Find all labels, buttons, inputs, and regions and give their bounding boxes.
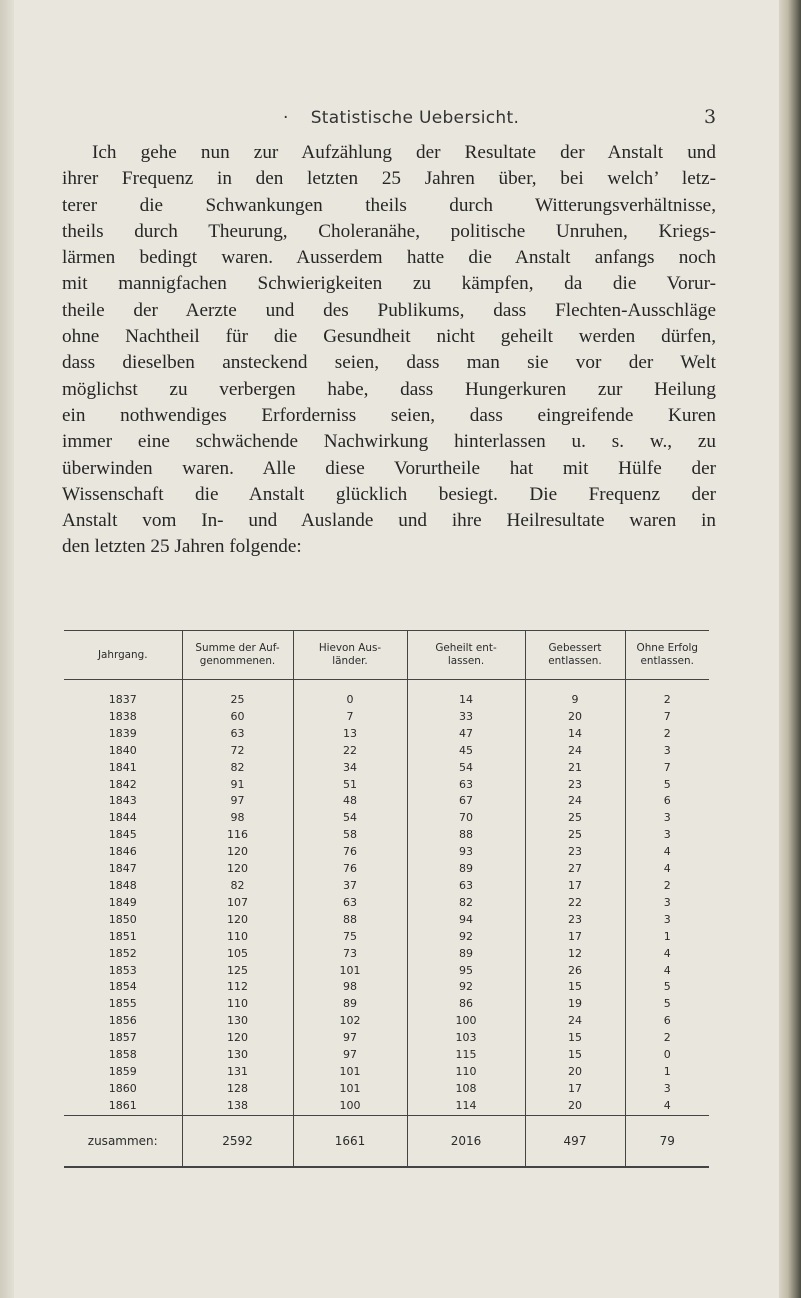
table-cell: 63 (407, 878, 525, 895)
table-cell: 37 (293, 878, 407, 895)
statistics-table (64, 630, 709, 1168)
table-row (64, 810, 709, 827)
table-cell: 115 (407, 1047, 525, 1064)
table-cell: 22 (525, 895, 625, 912)
text-line: Wissenschaft die Anstalt glücklich besiegt. Die Frequenz der (62, 483, 716, 505)
total-cell: 1661 (293, 1115, 407, 1167)
text-line: überwinden waren. Alle diese Vorurtheile hat mit Hülfe der (62, 457, 716, 479)
table-cell: 1 (625, 929, 709, 946)
table-cell: 2 (625, 1030, 709, 1047)
table-cell: 130 (182, 1013, 293, 1030)
table-cell: 95 (407, 963, 525, 980)
table-cell: 100 (293, 1098, 407, 1115)
table-cell: 110 (182, 929, 293, 946)
table-cell: 98 (182, 810, 293, 827)
table-row (64, 726, 709, 743)
table-cell: 86 (407, 996, 525, 1013)
table-cell: 4 (625, 963, 709, 980)
table-row (64, 827, 709, 844)
table-cell: 128 (182, 1081, 293, 1098)
table-row (64, 861, 709, 878)
table-cell: 100 (407, 1013, 525, 1030)
table-cell: 76 (293, 861, 407, 878)
table-cell: 98 (293, 979, 407, 996)
table-cell: 58 (293, 827, 407, 844)
table-cell: 47 (407, 726, 525, 743)
table-cell: 1858 (108, 1048, 137, 1062)
table-cell: 110 (182, 996, 293, 1013)
table-cell: 72 (182, 743, 293, 760)
table-cell: 1842 (108, 777, 137, 791)
table-cell: 89 (407, 861, 525, 878)
table-cell: 82 (182, 760, 293, 777)
table-row (64, 844, 709, 861)
table-cell: 17 (525, 1081, 625, 1098)
table-cell: 108 (407, 1081, 525, 1098)
text-line: mit mannigfachen Schwierigkeiten zu kämpfen, da die Vorur- (62, 273, 716, 295)
text-line: Ich gehe nun zur Aufzählung der Resultate der Anstalt und (92, 142, 716, 163)
table-row (64, 895, 709, 912)
table-cell: 89 (293, 996, 407, 1013)
text-line: theile der Aerzte und des Publikums, dass Flechten-Ausschläge (62, 299, 716, 321)
table-cell: 114 (407, 1098, 525, 1115)
table-cell: 17 (525, 878, 625, 895)
table-cell: 20 (525, 1098, 625, 1115)
table-row (64, 1013, 709, 1030)
text-line: theils durch Theurung, Choleranähe, politische Unruhen, Kriegs- (62, 220, 716, 242)
table-cell: 48 (293, 793, 407, 810)
table-cell: 33 (407, 709, 525, 726)
table-cell: 1857 (108, 1031, 137, 1045)
table-cell: 24 (525, 1013, 625, 1030)
table-cell: 63 (293, 895, 407, 912)
table-row (64, 793, 709, 810)
table-cell: 97 (182, 793, 293, 810)
table-cell: 1848 (108, 878, 137, 892)
table-cell: 2 (625, 726, 709, 743)
table-cell: 20 (525, 709, 625, 726)
table-cell: 101 (293, 963, 407, 980)
table-row (64, 1064, 709, 1081)
table-row (64, 1047, 709, 1064)
text-line: dass dieselben ansteckend seien, dass man sie vor der Welt (62, 352, 716, 374)
table-row (64, 709, 709, 726)
table-cell: 130 (182, 1047, 293, 1064)
text-line: ohne Nachtheil für die Gesundheit nicht geheilt werden dürfen, (62, 326, 716, 348)
table-row (64, 1098, 709, 1115)
table-row (64, 680, 709, 709)
table-cell: 1846 (108, 845, 137, 859)
book-spine (779, 0, 801, 1298)
table-cell: 101 (293, 1081, 407, 1098)
table-cell: 1852 (108, 946, 137, 960)
table-row (64, 996, 709, 1013)
table-cell: 14 (407, 680, 525, 709)
table-cell: 0 (625, 1047, 709, 1064)
table-cell: 1837 (108, 693, 137, 706)
table-cell: 3 (625, 827, 709, 844)
table-cell: 131 (182, 1064, 293, 1081)
table-cell: 101 (293, 1064, 407, 1081)
table-cell: 1853 (108, 963, 137, 977)
table-cell: 15 (525, 979, 625, 996)
running-title-text: Statistische Uebersicht. (310, 108, 520, 128)
table-cell: 60 (182, 709, 293, 726)
table-cell: 4 (625, 1098, 709, 1115)
table-cell: 1 (625, 1064, 709, 1081)
table-cell: 26 (525, 963, 625, 980)
table-cell: 1844 (108, 811, 137, 825)
table-row (64, 963, 709, 980)
table-cell: 70 (407, 810, 525, 827)
table-cell: 9 (525, 680, 625, 709)
table-cell: 97 (293, 1030, 407, 1047)
header-year: Jahrgang. (64, 631, 182, 680)
table-cell: 116 (182, 827, 293, 844)
table-cell: 15 (525, 1047, 625, 1064)
table-cell: 120 (182, 1030, 293, 1047)
table-cell: 2 (625, 680, 709, 709)
bullet-mark: · (283, 108, 289, 128)
table-cell: 73 (293, 946, 407, 963)
table-cell: 6 (625, 793, 709, 810)
table-cell: 25 (182, 680, 293, 709)
text-line: den letzten 25 Jahren folgende: (62, 536, 302, 558)
body-paragraph (62, 140, 716, 561)
table-cell: 94 (407, 912, 525, 929)
table-cell: 120 (182, 912, 293, 929)
table-row (64, 760, 709, 777)
table-cell: 1851 (108, 929, 137, 943)
table-cell: 45 (407, 743, 525, 760)
table-cell: 23 (525, 844, 625, 861)
table-cell: 7 (293, 709, 407, 726)
table-cell: 4 (625, 946, 709, 963)
header-cured: Geheilt ent- lassen. (407, 631, 525, 680)
table-row (64, 1030, 709, 1047)
page-number: 3 (704, 106, 717, 128)
table-row (64, 912, 709, 929)
table-cell: 3 (625, 912, 709, 929)
table-cell: 112 (182, 979, 293, 996)
table-body (64, 680, 709, 1167)
table-header-row (64, 631, 709, 680)
table-cell: 7 (625, 760, 709, 777)
table-cell: 51 (293, 777, 407, 794)
table-cell: 1841 (108, 760, 137, 774)
total-label: zusammen: (64, 1115, 182, 1167)
table-cell: 107 (182, 895, 293, 912)
table-cell: 12 (525, 946, 625, 963)
table-cell: 1854 (108, 980, 137, 994)
table-cell: 1839 (108, 726, 137, 740)
table-cell: 24 (525, 743, 625, 760)
table-cell: 1838 (108, 709, 137, 723)
total-cell: 497 (525, 1115, 625, 1167)
table-cell: 110 (407, 1064, 525, 1081)
table-cell: 5 (625, 979, 709, 996)
table-row (64, 743, 709, 760)
table-cell: 0 (293, 680, 407, 709)
table-cell: 88 (293, 912, 407, 929)
table-cell: 120 (182, 861, 293, 878)
table-cell: 103 (407, 1030, 525, 1047)
table-cell: 13 (293, 726, 407, 743)
table-cell: 27 (525, 861, 625, 878)
table-cell: 1859 (108, 1064, 137, 1078)
table-cell: 2 (625, 878, 709, 895)
table-cell: 91 (182, 777, 293, 794)
table-cell: 120 (182, 844, 293, 861)
text-line: immer eine schwächende Nachwirkung hinterlassen u. s. w., zu (62, 431, 716, 453)
text-line: Anstalt vom In- und Auslande und ihre Heilresultate waren in (62, 510, 716, 532)
table-cell: 6 (625, 1013, 709, 1030)
table-cell: 76 (293, 844, 407, 861)
table-cell: 19 (525, 996, 625, 1013)
table-row (64, 946, 709, 963)
table-cell: 1840 (108, 743, 137, 757)
table-cell: 3 (625, 895, 709, 912)
table-cell: 1849 (108, 895, 137, 909)
table-cell: 93 (407, 844, 525, 861)
header-no-success: Ohne Erfolg entlassen. (625, 631, 709, 680)
table-cell: 88 (407, 827, 525, 844)
table-cell: 21 (525, 760, 625, 777)
table-cell: 92 (407, 979, 525, 996)
table-cell: 23 (525, 912, 625, 929)
table-cell: 5 (625, 777, 709, 794)
table-cell: 1861 (108, 1098, 137, 1112)
text-line: möglichst zu verbergen habe, dass Hungerkuren zur Heilung (62, 378, 716, 400)
running-title (283, 108, 519, 128)
table-cell: 23 (525, 777, 625, 794)
table-cell: 54 (293, 810, 407, 827)
table-cell: 14 (525, 726, 625, 743)
table-cell: 1850 (108, 912, 137, 926)
table-row (64, 929, 709, 946)
table-cell: 82 (407, 895, 525, 912)
table-total-row (64, 1115, 709, 1167)
table-cell: 1860 (108, 1081, 137, 1095)
table-cell: 1845 (108, 828, 137, 842)
header-foreigners: Hievon Aus- länder. (293, 631, 407, 680)
table-cell: 54 (407, 760, 525, 777)
text-line: ein nothwendiges Erforderniss seien, dass eingreifende Kuren (62, 404, 716, 426)
table-cell: 20 (525, 1064, 625, 1081)
table-cell: 5 (625, 996, 709, 1013)
table-cell: 102 (293, 1013, 407, 1030)
table-cell: 138 (182, 1098, 293, 1115)
table-cell: 4 (625, 861, 709, 878)
table-cell: 15 (525, 1030, 625, 1047)
table-cell: 3 (625, 810, 709, 827)
table-cell: 7 (625, 709, 709, 726)
table-cell: 3 (625, 743, 709, 760)
table-cell: 63 (182, 726, 293, 743)
table-cell: 67 (407, 793, 525, 810)
table-cell: 4 (625, 844, 709, 861)
header-admitted: Summe der Auf- genommenen. (182, 631, 293, 680)
table-cell: 1855 (108, 997, 137, 1011)
table-cell: 1856 (108, 1014, 137, 1028)
page-left-edge (0, 0, 14, 1298)
table-cell: 25 (525, 827, 625, 844)
table-cell: 24 (525, 793, 625, 810)
table-cell: 17 (525, 929, 625, 946)
table-cell: 105 (182, 946, 293, 963)
table-cell: 89 (407, 946, 525, 963)
table-row (64, 1081, 709, 1098)
table-cell: 125 (182, 963, 293, 980)
table-cell: 82 (182, 878, 293, 895)
table-cell: 34 (293, 760, 407, 777)
table-cell: 75 (293, 929, 407, 946)
table-row (64, 777, 709, 794)
table-cell: 92 (407, 929, 525, 946)
text-line: ihrer Frequenz in den letzten 25 Jahren über, bei welch’ letz- (62, 168, 716, 190)
text-line: lärmen bedingt waren. Ausserdem hatte die Anstalt anfangs noch (62, 247, 716, 269)
table-cell: 22 (293, 743, 407, 760)
total-cell: 2016 (407, 1115, 525, 1167)
table-cell: 1847 (108, 862, 137, 876)
total-cell: 2592 (182, 1115, 293, 1167)
table-row (64, 878, 709, 895)
table-cell: 1843 (108, 794, 137, 808)
table-row (64, 979, 709, 996)
table-cell: 97 (293, 1047, 407, 1064)
table-cell: 25 (525, 810, 625, 827)
table-cell: 3 (625, 1081, 709, 1098)
header-improved: Gebessert entlassen. (525, 631, 625, 680)
total-cell: 79 (625, 1115, 709, 1167)
table-cell: 63 (407, 777, 525, 794)
text-line: terer die Schwankungen theils durch Witterungsverhältnisse, (62, 194, 716, 216)
